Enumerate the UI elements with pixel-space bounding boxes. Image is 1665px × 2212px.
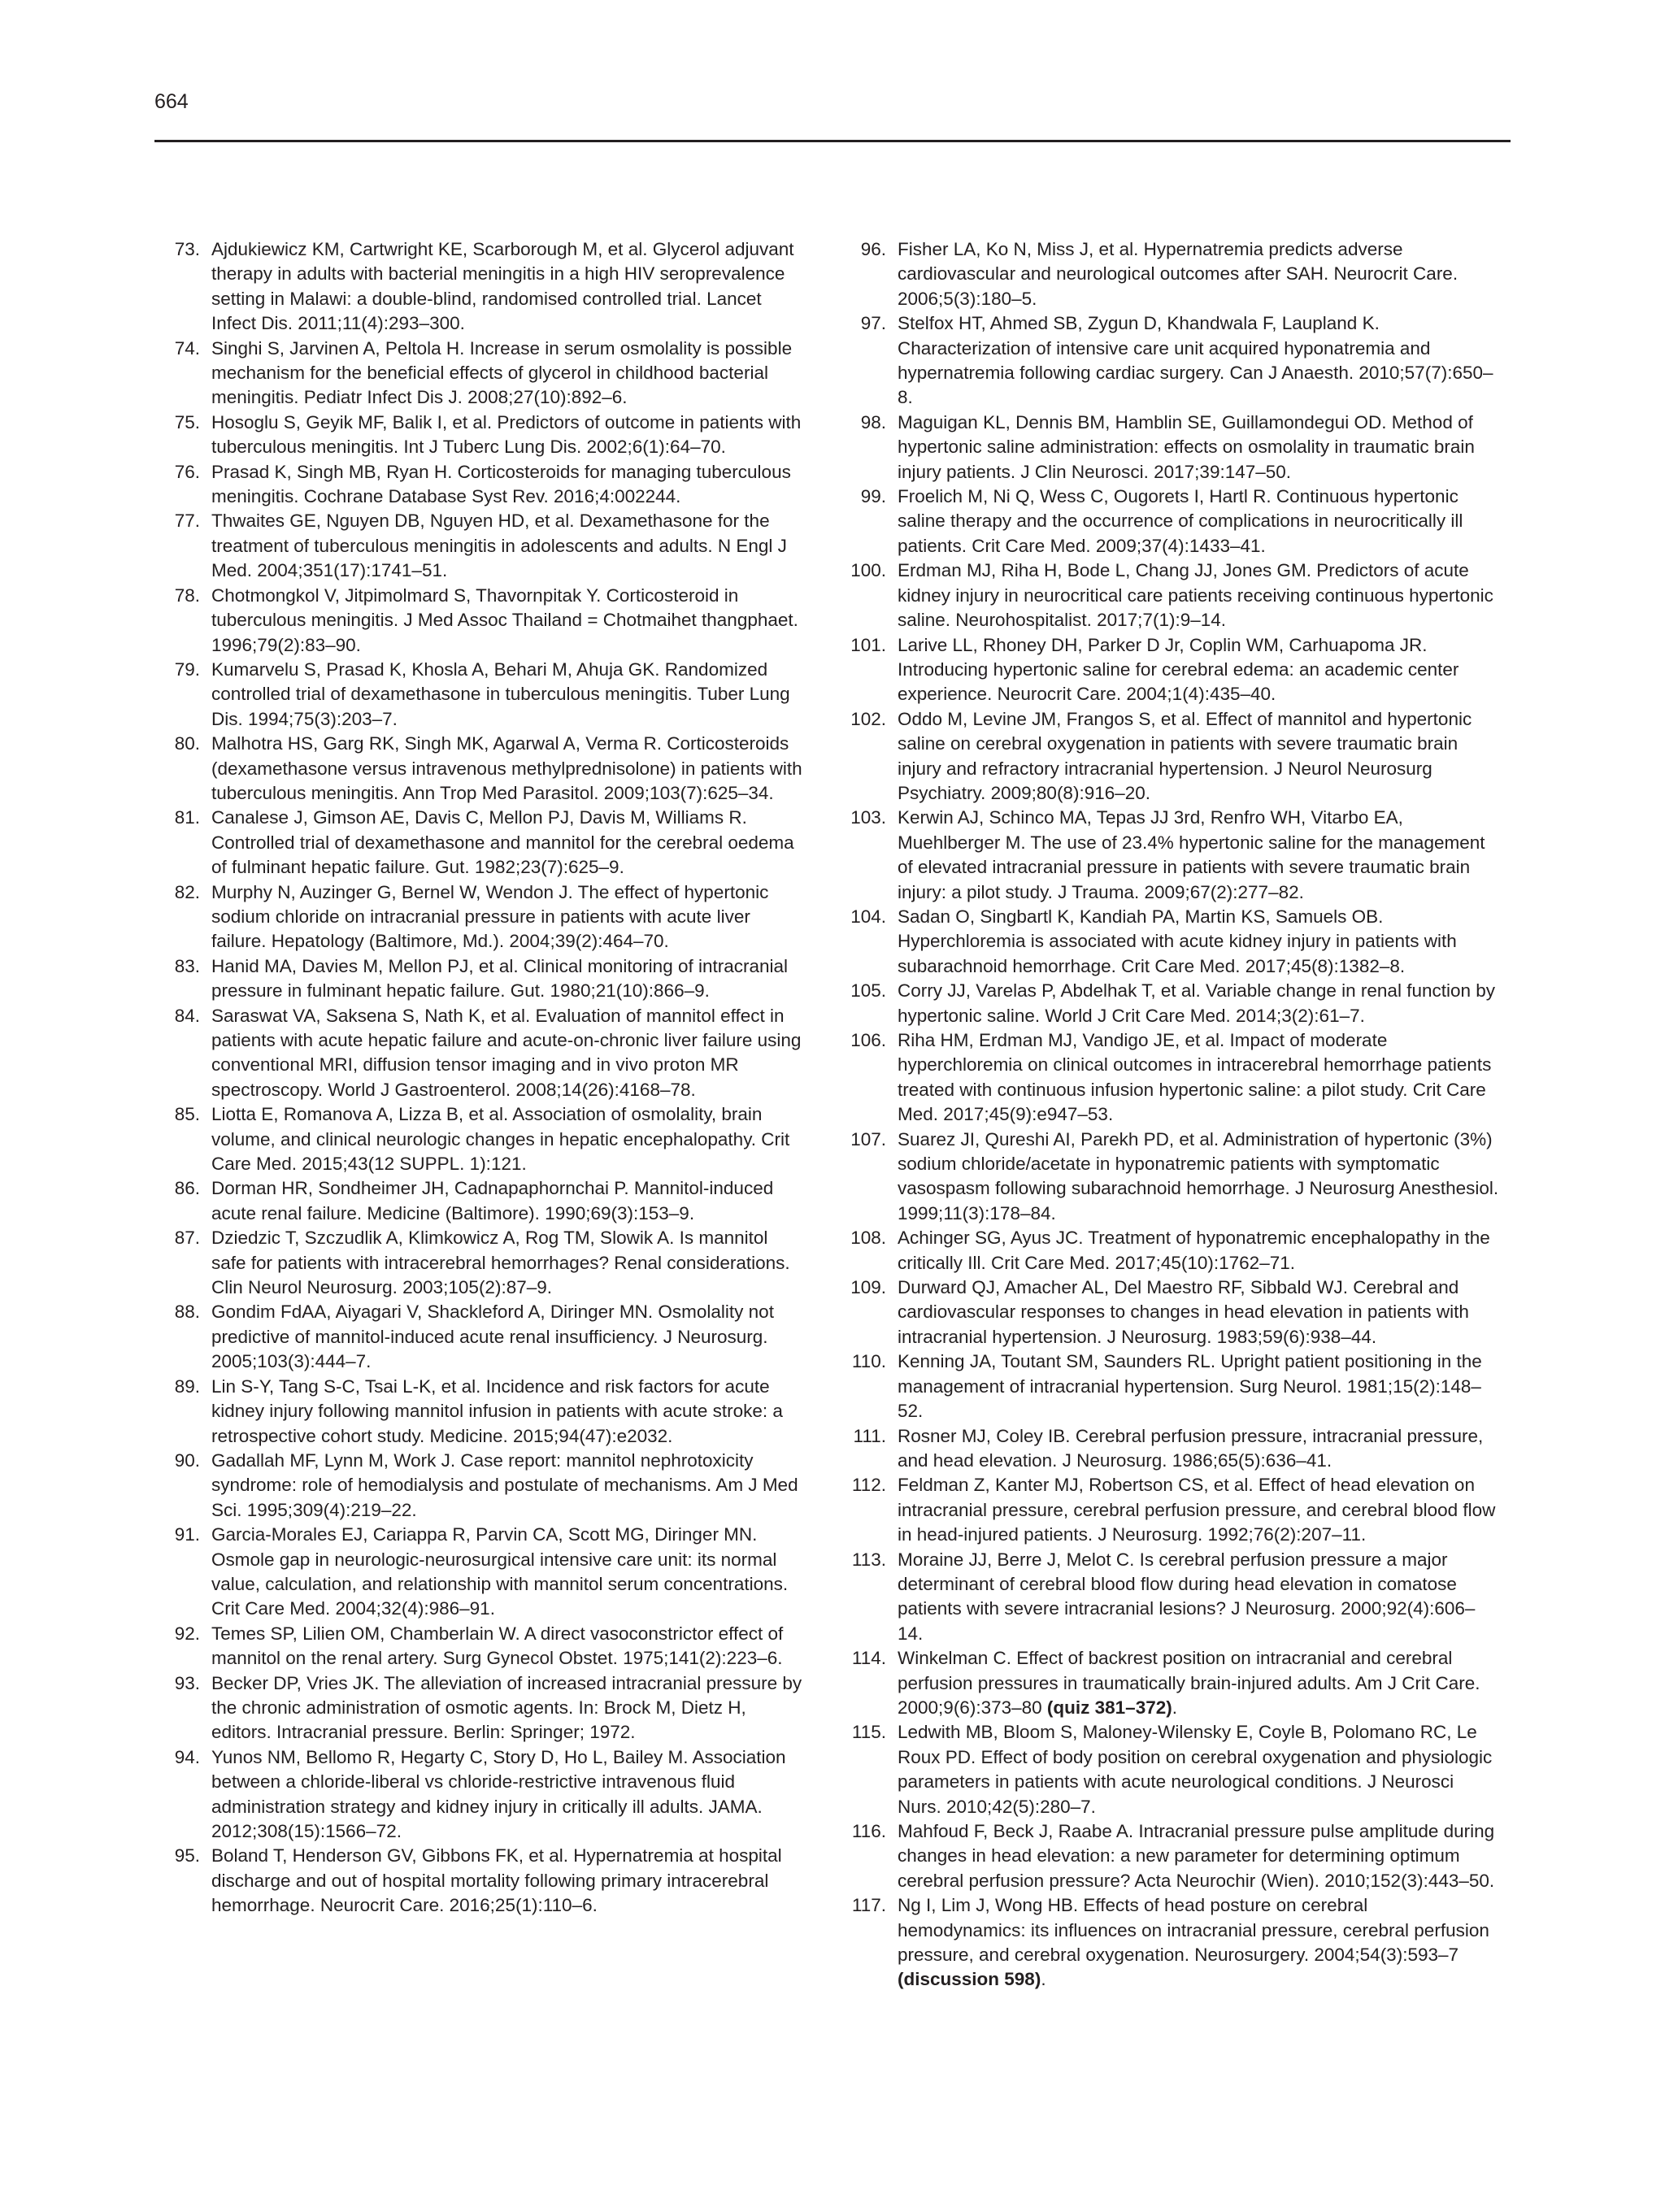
reference-text	[211, 1671, 805, 1745]
reference-text	[211, 1300, 805, 1374]
reference-text	[211, 1004, 805, 1103]
reference-text	[898, 707, 1499, 806]
reference-text	[211, 1745, 805, 1845]
reference-number: 102.	[850, 708, 886, 729]
reference-text	[211, 1622, 805, 1671]
reference-number: 101.	[850, 634, 886, 655]
reference-text	[211, 880, 805, 954]
reference-number: 93.	[174, 1672, 200, 1693]
reference-item	[154, 411, 805, 460]
reference-citation: Ajdukiewicz KM, Cartwright KE, Scarborough M, et al. Glycerol adjuvant therapy in adults with bacterial meningitis in a high HIV seroprevalence setting in Malawi: a double-blind, randomised controlled trial. Lancet Infect Dis. 2011;11(4):293–300.	[211, 239, 794, 334]
reference-number: 75.	[174, 411, 200, 432]
reference-item	[841, 905, 1499, 979]
reference-number: 90.	[174, 1449, 200, 1471]
reference-text	[211, 954, 805, 1004]
reference-citation: Oddo M, Levine JM, Frangos S, et al. Effect of mannitol and hypertonic saline on cerebral oxygenation in patients with severe traumatic brain injury and refractory intracranial hypertension. J Neurol Neurosurg Psychiatry. 2009;80(8):916–20.	[898, 708, 1472, 803]
reference-text	[211, 237, 805, 337]
reference-item	[154, 337, 805, 411]
reference-item	[154, 237, 805, 337]
reference-number: 87.	[174, 1228, 200, 1249]
reference-item	[841, 1424, 1499, 1474]
reference-text	[898, 1226, 1499, 1275]
reference-text	[211, 1449, 805, 1523]
reference-item	[154, 1745, 805, 1845]
reference-item	[841, 707, 1499, 806]
reference-number: 76.	[174, 461, 200, 482]
reference-citation: Prasad K, Singh MB, Ryan H. Corticosteroids for managing tuberculous meningitis. Cochrane Database Syst Rev. 2016;4:002244.	[211, 461, 791, 507]
reference-item	[841, 1349, 1499, 1423]
reference-item	[841, 311, 1499, 411]
reference-citation: Sadan O, Singbartl K, Kandiah PA, Martin KS, Samuels OB. Hyperchloremia is associated with acute kidney injury in patients with subarachnoid hemorrhage. Crit Care Med. 2017;45(8):1382–8.	[898, 906, 1457, 976]
reference-citation: Kenning JA, Toutant SM, Saunders RL. Upright patient positioning in the management of intracranial hypertension. Surg Neurol. 1981;15(2):148–52.	[898, 1351, 1482, 1422]
reference-text	[211, 411, 805, 460]
reference-text	[898, 1720, 1499, 1819]
reference-citation: Ng I, Lim J, Wong HB. Effects of head posture on cerebral hemodynamics: its influences on intracranial pressure, cerebral perfusion pressure, and cerebral oxygenation. Neurosurgery. 2004;54(3):593–7	[898, 1895, 1489, 1966]
reference-item	[154, 1622, 805, 1671]
reference-citation: Riha HM, Erdman MJ, Vandigo JE, et al. Impact of moderate hyperchloremia on clinical outcomes in intracerebral hemorrhage patients treated with continuous infusion hypertonic saline: a pilot study. Crit Care Med. 2017;45(9):e947–53.	[898, 1030, 1492, 1125]
reference-text	[898, 905, 1499, 979]
reference-item	[154, 460, 805, 510]
reference-citation: Achinger SG, Ayus JC. Treatment of hyponatremic encephalopathy in the critically Ill. Crit Care Med. 2017;45(10):1762–71.	[898, 1228, 1490, 1273]
reference-number: 105.	[850, 980, 886, 1002]
reference-citation: Kumarvelu S, Prasad K, Khosla A, Behari M, Ahuja GK. Randomized controlled trial of dexamethasone in tuberculous meningitis. Tuber Lung Dis. 1994;75(3):203–7.	[211, 658, 790, 729]
reference-number: 109.	[850, 1277, 886, 1298]
reference-citation: Canalese J, Gimson AE, Davis C, Mellon PJ, Davis M, Williams R. Controlled trial of dexamethasone and mannitol for the cerebral oedema of fulminant hepatic failure. Gut. 1982;23(7):625–9.	[211, 807, 794, 878]
reference-item	[841, 1128, 1499, 1227]
reference-text	[211, 658, 805, 732]
reference-text	[211, 584, 805, 658]
reference-item	[154, 1226, 805, 1300]
reference-item	[841, 411, 1499, 485]
reference-number: 112.	[851, 1475, 886, 1496]
reference-text	[898, 1819, 1499, 1893]
references-left-column	[154, 237, 805, 1919]
reference-citation: Moraine JJ, Berre J, Melot C. Is cerebral perfusion pressure a major determinant of cerebral blood flow during head elevation in comatose patients with severe intracranial lesions? J Neurosurg. 2000;92(4):606–14.	[898, 1549, 1476, 1644]
reference-item	[154, 1300, 805, 1374]
reference-item	[154, 1102, 805, 1176]
reference-citation: Erdman MJ, Riha H, Bode L, Chang JJ, Jones GM. Predictors of acute kidney injury in neurocritical care patients receiving continuous hypertonic saline. Neurohospitalist. 2017;7(1):9–14.	[898, 560, 1493, 631]
reference-citation: Stelfox HT, Ahmed SB, Zygun D, Khandwala F, Laupland K. Characterization of intensive care unit acquired hyponatremia and hypernatremia following cardiac surgery. Can J Anaesth. 2010;57(7):650–8.	[898, 313, 1493, 408]
reference-item	[154, 1004, 805, 1103]
reference-item	[841, 485, 1499, 558]
reference-text	[211, 1226, 805, 1300]
reference-text	[898, 633, 1499, 707]
reference-citation: Singhi S, Jarvinen A, Peltola H. Increase in serum osmolality is possible mechanism for the beneficial effects of glycerol in childhood bacterial meningitis. Pediatr Infect Dis J. 2008;27(10):892–6.	[211, 337, 793, 408]
reference-item	[154, 1449, 805, 1523]
reference-item	[841, 1226, 1499, 1275]
reference-item	[841, 1720, 1499, 1819]
reference-number: 107.	[850, 1128, 886, 1149]
reference-number: 86.	[174, 1178, 200, 1199]
reference-citation: Liotta E, Romanova A, Lizza B, et al. Association of osmolality, brain volume, and clinical neurologic changes in hepatic encephalopathy. Crit Care Med. 2015;43(12 SUPPL. 1):121.	[211, 1104, 790, 1175]
reference-citation: Maguigan KL, Dennis BM, Hamblin SE, Guillamondegui OD. Method of hypertonic saline administration: effects on osmolality in traumatic brain injury patients. J Clin Neurosci. 2017;39:147–50.	[898, 411, 1475, 482]
reference-number: 80.	[174, 733, 200, 754]
reference-citation: Kerwin AJ, Schinco MA, Tepas JJ 3rd, Renfro WH, Vitarbo EA, Muehlberger M. The use of 23.4% hypertonic saline for the management of elevated intracranial pressure in patients with severe traumatic brain injury: a pilot study. J Trauma. 2009;67(2):277–82.	[898, 807, 1485, 902]
reference-text	[898, 237, 1499, 311]
reference-number: 77.	[174, 511, 200, 532]
header-rule	[154, 140, 1511, 142]
reference-item	[154, 1375, 805, 1449]
reference-item	[841, 1275, 1499, 1349]
reference-number: 117.	[851, 1895, 886, 1916]
reference-number: 111.	[853, 1425, 886, 1446]
reference-number: 82.	[174, 881, 200, 902]
reference-number: 96.	[860, 239, 886, 259]
reference-number: 81.	[174, 807, 200, 828]
reference-number: 84.	[174, 1005, 200, 1026]
reference-citation: Corry JJ, Varelas P, Abdelhak T, et al. Variable change in renal function by hypertonic saline. World J Crit Care Med. 2014;3(2):61–7.	[898, 980, 1496, 1026]
reference-citation: Winkelman C. Effect of backrest position on intracranial and cerebral perfusion pressures in traumatically brain-injured adults. Am J Crit Care. 2000;9(6):373–80	[898, 1648, 1480, 1718]
reference-text	[898, 485, 1499, 558]
reference-citation: Hanid MA, Davies M, Mellon PJ, et al. Clinical monitoring of intracranial pressure in fulminant hepatic failure. Gut. 1980;21(10):866–9.	[211, 955, 789, 1002]
reference-number: 92.	[174, 1623, 200, 1644]
reference-item	[841, 1548, 1499, 1647]
reference-text	[211, 509, 805, 583]
reference-citation: Feldman Z, Kanter MJ, Robertson CS, et al. Effect of head elevation on intracranial pressure, cerebral perfusion pressure, and cerebral blood flow in head-injured patients. J Neurosurg. 1992;76(2):207–11.	[898, 1475, 1496, 1545]
reference-text	[211, 732, 805, 806]
reference-citation: Ledwith MB, Bloom S, Maloney-Wilensky E, Coyle B, Polomano RC, Le Roux PD. Effect of body position on cerebral oxygenation and physiologic parameters in patients with acute neurological conditions. J Neurosci Nurs. 2010;42(5):280–7.	[898, 1722, 1493, 1817]
reference-text	[898, 1128, 1499, 1227]
reference-text	[898, 558, 1499, 632]
reference-number: 116.	[851, 1821, 886, 1841]
reference-text	[211, 1375, 805, 1449]
reference-text	[898, 1028, 1499, 1128]
reference-citation: Boland T, Henderson GV, Gibbons FK, et al. Hypernatremia at hospital discharge and out of hospital mortality following primary intracerebral hemorrhage. Neurocrit Care. 2016;25(1):110–6.	[211, 1845, 782, 1916]
reference-item	[841, 1473, 1499, 1547]
reference-number: 74.	[174, 337, 200, 359]
page-number: 664	[154, 90, 189, 113]
reference-text	[211, 337, 805, 411]
reference-item	[841, 1819, 1499, 1893]
reference-text	[898, 1424, 1499, 1474]
reference-citation: Lin S-Y, Tang S-C, Tsai L-K, et al. Incidence and risk factors for acute kidney injury following mannitol infusion in patients with acute stroke: a retrospective cohort study. Medicine. 2015;94(47):e2032.	[211, 1375, 783, 1446]
reference-citation: Durward QJ, Amacher AL, Del Maestro RF, Sibbald WJ. Cerebral and cardiovascular responses to changes in head elevation in patients with intracranial hypertension. J Neurosurg. 1983;59(6):938–44.	[898, 1277, 1469, 1347]
reference-tail: .	[1041, 1969, 1046, 1990]
reference-text	[898, 1548, 1499, 1647]
references-right-column	[841, 237, 1499, 1993]
reference-citation: Gadallah MF, Lynn M, Work J. Case report: mannitol nephrotoxicity syndrome: role of hemodialysis and postulate of mechanisms. Am J Med Sci. 1995;309(4):219–22.	[211, 1449, 798, 1520]
reference-item	[154, 954, 805, 1004]
reference-item	[154, 658, 805, 732]
reference-citation: Temes SP, Lilien OM, Chamberlain W. A direct vasoconstrictor effect of mannitol on the renal artery. Surg Gynecol Obstet. 1975;141(2):223–6.	[211, 1623, 784, 1669]
reference-number: 108.	[850, 1228, 886, 1249]
reference-item	[154, 1671, 805, 1745]
reference-number: 106.	[850, 1030, 886, 1050]
reference-number: 99.	[860, 486, 886, 507]
reference-number: 104.	[850, 906, 886, 927]
reference-bold-note: (discussion 598)	[898, 1969, 1041, 1990]
reference-number: 94.	[174, 1746, 200, 1767]
reference-item	[841, 1646, 1499, 1720]
reference-number: 113.	[851, 1549, 886, 1570]
reference-text	[211, 806, 805, 880]
reference-item	[154, 732, 805, 806]
reference-citation: Malhotra HS, Garg RK, Singh MK, Agarwal A, Verma R. Corticosteroids (dexamethasone versus intravenous methylprednisolone) in patients with tuberculous meningitis. Ann Trop Med Parasitol. 2009;103(7):625–34.	[211, 733, 802, 803]
reference-item	[154, 806, 805, 880]
reference-number: 115.	[851, 1722, 886, 1743]
reference-citation: Garcia-Morales EJ, Cariappa R, Parvin CA, Scott MG, Diringer MN. Osmole gap in neurologic-neurosurgical intensive care unit: its normal value, calculation, and relationship with mannitol serum concentrations. Crit Care Med. 2004;32(4):986–91.	[211, 1524, 789, 1619]
reference-text	[898, 1473, 1499, 1547]
reference-number: 83.	[174, 955, 200, 976]
reference-text	[898, 979, 1499, 1028]
reference-number: 73.	[174, 239, 200, 259]
reference-bold-note: (quiz 381–372)	[1046, 1697, 1172, 1718]
reference-number: 95.	[174, 1845, 200, 1867]
reference-citation: Becker DP, Vries JK. The alleviation of increased intracranial pressure by the chronic administration of osmotic agents. In: Brock M, Dietz H, editors. Intracranial pressure. Berlin: Springer; 1972.	[211, 1672, 802, 1743]
reference-item	[841, 806, 1499, 905]
reference-citation: Thwaites GE, Nguyen DB, Nguyen HD, et al. Dexamethasone for the treatment of tuberculous meningitis in adolescents and adults. N Engl J Med. 2004;351(17):1741–51.	[211, 511, 787, 581]
reference-item	[841, 558, 1499, 632]
reference-text	[898, 1275, 1499, 1349]
reference-citation: Larive LL, Rhoney DH, Parker D Jr, Coplin WM, Carhuapoma JR. Introducing hypertonic saline for cerebral edema: an academic center experience. Neurocrit Care. 2004;1(4):435–40.	[898, 634, 1459, 705]
reference-number: 91.	[174, 1524, 200, 1545]
reference-citation: Gondim FdAA, Aiyagari V, Shackleford A, Diringer MN. Osmolality not predictive of mannitol-induced acute renal insufficiency. J Neurosurg. 2005;103(3):444–7.	[211, 1302, 774, 1372]
reference-citation: Fisher LA, Ko N, Miss J, et al. Hypernatremia predicts adverse cardiovascular and neurological outcomes after SAH. Neurocrit Care. 2006;5(3):180–5.	[898, 239, 1459, 309]
reference-number: 89.	[174, 1375, 200, 1397]
reference-item	[154, 880, 805, 954]
reference-citation: Chotmongkol V, Jitpimolmard S, Thavornpitak Y. Corticosteroid in tuberculous meningitis. J Med Assoc Thailand = Chotmaihet thangphaet. 1996;79(2):83–90.	[211, 585, 798, 655]
reference-number: 79.	[174, 658, 200, 680]
reference-item	[154, 1176, 805, 1226]
reference-number: 98.	[860, 411, 886, 432]
reference-citation: Murphy N, Auzinger G, Bernel W, Wendon J. The effect of hypertonic sodium chloride on intracranial pressure in patients with acute liver failure. Hepatology (Baltimore, Md.). 2004;39(2):464–70.	[211, 881, 769, 952]
reference-item	[841, 979, 1499, 1028]
reference-text	[211, 1176, 805, 1226]
reference-item	[841, 1028, 1499, 1128]
reference-tail: .	[1172, 1697, 1177, 1718]
reference-text	[898, 411, 1499, 485]
reference-citation: Hosoglu S, Geyik MF, Balik I, et al. Predictors of outcome in patients with tuberculous meningitis. Int J Tuberc Lung Dis. 2002;6(1):64–70.	[211, 411, 802, 458]
reference-number: 114.	[851, 1648, 886, 1669]
reference-text	[211, 1523, 805, 1622]
reference-citation: Froelich M, Ni Q, Wess C, Ougorets I, Hartl R. Continuous hypertonic saline therapy and the occurrence of complications in neurocritically ill patients. Crit Care Med. 2009;37(4):1433–41.	[898, 486, 1463, 556]
reference-item	[841, 633, 1499, 707]
reference-number: 97.	[860, 313, 886, 334]
reference-text	[898, 311, 1499, 411]
reference-citation: Dziedzic T, Szczudlik A, Klimkowicz A, Rog TM, Slowik A. Is mannitol safe for patients with intracerebral hemorrhages? Renal considerations. Clin Neurol Neurosurg. 2003;105(2):87–9.	[211, 1228, 790, 1298]
reference-number: 103.	[850, 807, 886, 828]
reference-text	[211, 460, 805, 510]
reference-number: 85.	[174, 1104, 200, 1125]
reference-text	[211, 1102, 805, 1176]
reference-citation: Mahfoud F, Beck J, Raabe A. Intracranial pressure pulse amplitude during changes in head elevation: a new parameter for determining optimum cerebral perfusion pressure? Acta Neurochir (Wien). 2010;152(3):443–50.	[898, 1821, 1495, 1891]
reference-citation: Yunos NM, Bellomo R, Hegarty C, Story D, Ho L, Bailey M. Association between a chloride-liberal vs chloride-restrictive intravenous fluid administration strategy and kidney injury in critically ill adults. JAMA. 2012;308(15):1566–72.	[211, 1746, 786, 1841]
reference-item	[154, 509, 805, 583]
reference-citation: Saraswat VA, Saksena S, Nath K, et al. Evaluation of mannitol effect in patients with acute hepatic failure and acute-on-chronic liver failure using conventional MRI, diffusion tensor imaging and in vivo proton MR spectroscopy. World J Gastroenterol. 2008;14(26):4168–78.	[211, 1005, 802, 1100]
reference-text	[898, 1646, 1499, 1720]
reference-number: 88.	[174, 1302, 200, 1323]
reference-item	[841, 237, 1499, 311]
reference-item	[841, 1893, 1499, 1993]
reference-citation: Rosner MJ, Coley IB. Cerebral perfusion pressure, intracranial pressure, and head elevation. J Neurosurg. 1986;65(5):636–41.	[898, 1425, 1484, 1471]
reference-citation: Suarez JI, Qureshi AI, Parekh PD, et al. Administration of hypertonic (3%) sodium chloride/acetate in hyponatremic patients with symptomatic vasospasm following subarachnoid hemorrhage. J Neurosurg Anesthesiol. 1999;11(3):178–84.	[898, 1128, 1499, 1223]
reference-citation: Dorman HR, Sondheimer JH, Cadnapaphornchai P. Mannitol-induced acute renal failure. Medicine (Baltimore). 1990;69(3):153–9.	[211, 1178, 774, 1223]
reference-item	[154, 584, 805, 658]
reference-number: 110.	[851, 1351, 886, 1372]
reference-item	[154, 1844, 805, 1918]
reference-text	[898, 1893, 1499, 1993]
reference-number: 100.	[850, 560, 886, 581]
reference-text	[898, 806, 1499, 905]
reference-text	[898, 1349, 1499, 1423]
reference-text	[211, 1844, 805, 1918]
reference-number: 78.	[174, 585, 200, 606]
reference-item	[154, 1523, 805, 1622]
